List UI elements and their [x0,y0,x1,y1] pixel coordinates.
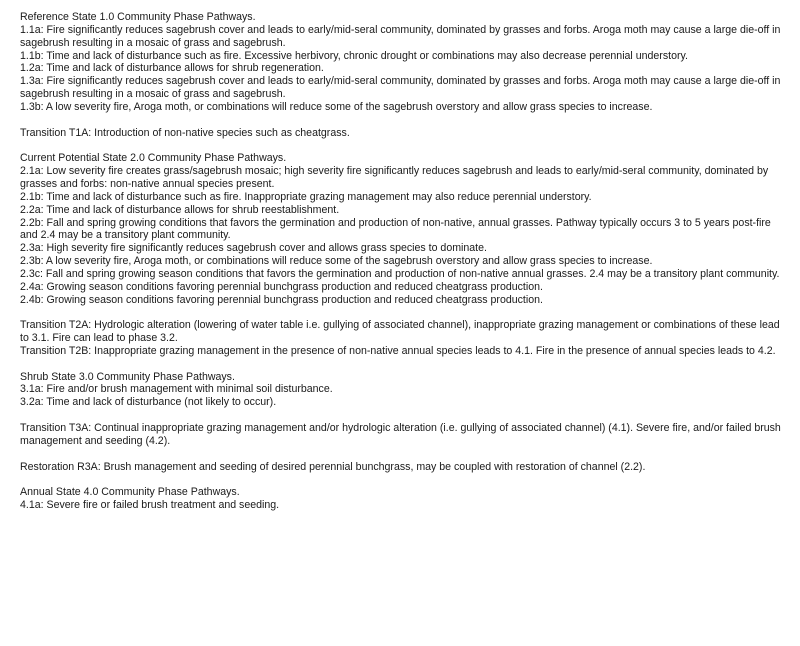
pathway-1-3a: 1.3a: Fire significantly reduces sagebrush cover and leads to early/mid-seral community, dominated by grasses and forbs. Aroga moth may cause a large die-off in sagebrush resulting in a mosaic of grass and sagebrush. [20,75,781,101]
pathway-1-1b: 1.1b: Time and lack of disturbance such as fire. Excessive herbivory, chronic drought or combinations may also decrease perennial understory. [20,49,688,62]
current-potential-state-section [20,152,790,306]
pathway-2-1b: 2.1b: Time and lack of disturbance such as fire. Inappropriate grazing management may also reduce perennial understory. [20,190,592,203]
pathway-2-3c: 2.3c: Fall and spring growing season conditions that favors the germination and production of non-native annual grasses. 2.4 may be a transitory plant community. [20,267,780,280]
section-heading: Current Potential State 2.0 Community Phase Pathways. [20,152,287,165]
section-heading: Annual State 4.0 Community Phase Pathways. [20,486,240,499]
transition-t1a-section [20,127,790,140]
transition-t3a-section [20,422,790,448]
pathway-1-1a: 1.1a: Fire significantly reduces sagebrush cover and leads to early/mid-seral community, dominated by grasses and forbs. Aroga moth may cause a large die-off in sagebrush resulting in a mosaic of grass and sagebrush. [20,23,781,49]
pathway-2-4a: 2.4a: Growing season conditions favoring perennial bunchgrass production and reduced cheatgrass production. [20,280,543,293]
pathway-2-3b: 2.3b: A low severity fire, Aroga moth, or combinations will reduce some of the sagebrush overstory and allow grass species to increase. [20,255,653,268]
pathway-2-2b: 2.2b: Fall and spring growing conditions that favors the germination and production of non-native, annual grasses. Pathway typically occurs 3 to 5 years post-fire and 2.4 may be a transitory plant community. [20,216,771,242]
pathway-1-3b: 1.3b: A low severity fire, Aroga moth, or combinations will reduce some of the sagebrush overstory and allow grass species to increase. [20,100,653,113]
transition-t2a: Transition T2A: Hydrologic alteration (lowering of water table i.e. gullying of associated channel), inappropriate grazing management or combinations of these lead to 3.1. Fire can lead to phase 3.2. [20,319,780,345]
pathway-2-4b: 2.4b: Growing season conditions favoring perennial bunchgrass production and reduced cheatgrass production. [20,293,543,306]
pathway-2-3a: 2.3a: High severity fire significantly reduces sagebrush cover and allows grass species to dominate. [20,242,487,255]
pathway-2-1a: 2.1a: Low severity fire creates grass/sagebrush mosaic; high severity fire significantly reduces sagebrush and leads to early/mid-seral community, dominated by grasses and forbs: non-native annual species present. [20,165,769,190]
document-body [20,11,790,512]
transitions-t2-section [20,319,790,358]
annual-state-section [20,486,790,512]
pathway-3-1a: 3.1a: Fire and/or brush management with minimal soil disturbance. [20,383,333,396]
restoration-r3a-section [20,461,790,474]
shrub-state-section [20,371,790,410]
section-heading: Reference State 1.0 Community Phase Pathways. [20,11,256,23]
transition-t2b: Transition T2B: Inappropriate grazing management in the presence of non-native annual species leads to 4.1. Fire in the presence of annual species leads to 4.2. [20,344,776,357]
pathway-4-1a: 4.1a: Severe fire or failed brush treatment and seeding. [20,499,280,512]
pathway-2-2a: 2.2a: Time and lack of disturbance allows for shrub reestablishment. [20,203,340,216]
pathway-3-2a: 3.2a: Time and lack of disturbance (not likely to occur). [20,396,277,409]
transition-t1a: Transition T1A: Introduction of non-native species such as cheatgrass. [20,126,350,139]
reference-state-section [20,11,790,114]
restoration-r3a: Restoration R3A: Brush management and seeding of desired perennial bunchgrass, may be coupled with restoration of channel (2.2). [20,460,646,473]
section-heading: Shrub State 3.0 Community Phase Pathways. [20,370,235,383]
transition-t3a: Transition T3A: Continual inappropriate grazing management and/or hydrologic alteration (i.e. gullying of associated channel) (4.1). Severe fire, and/or failed brush management and seeding (4.2). [20,422,781,447]
pathway-1-2a: 1.2a: Time and lack of disturbance allows for shrub regeneration. [20,62,324,75]
